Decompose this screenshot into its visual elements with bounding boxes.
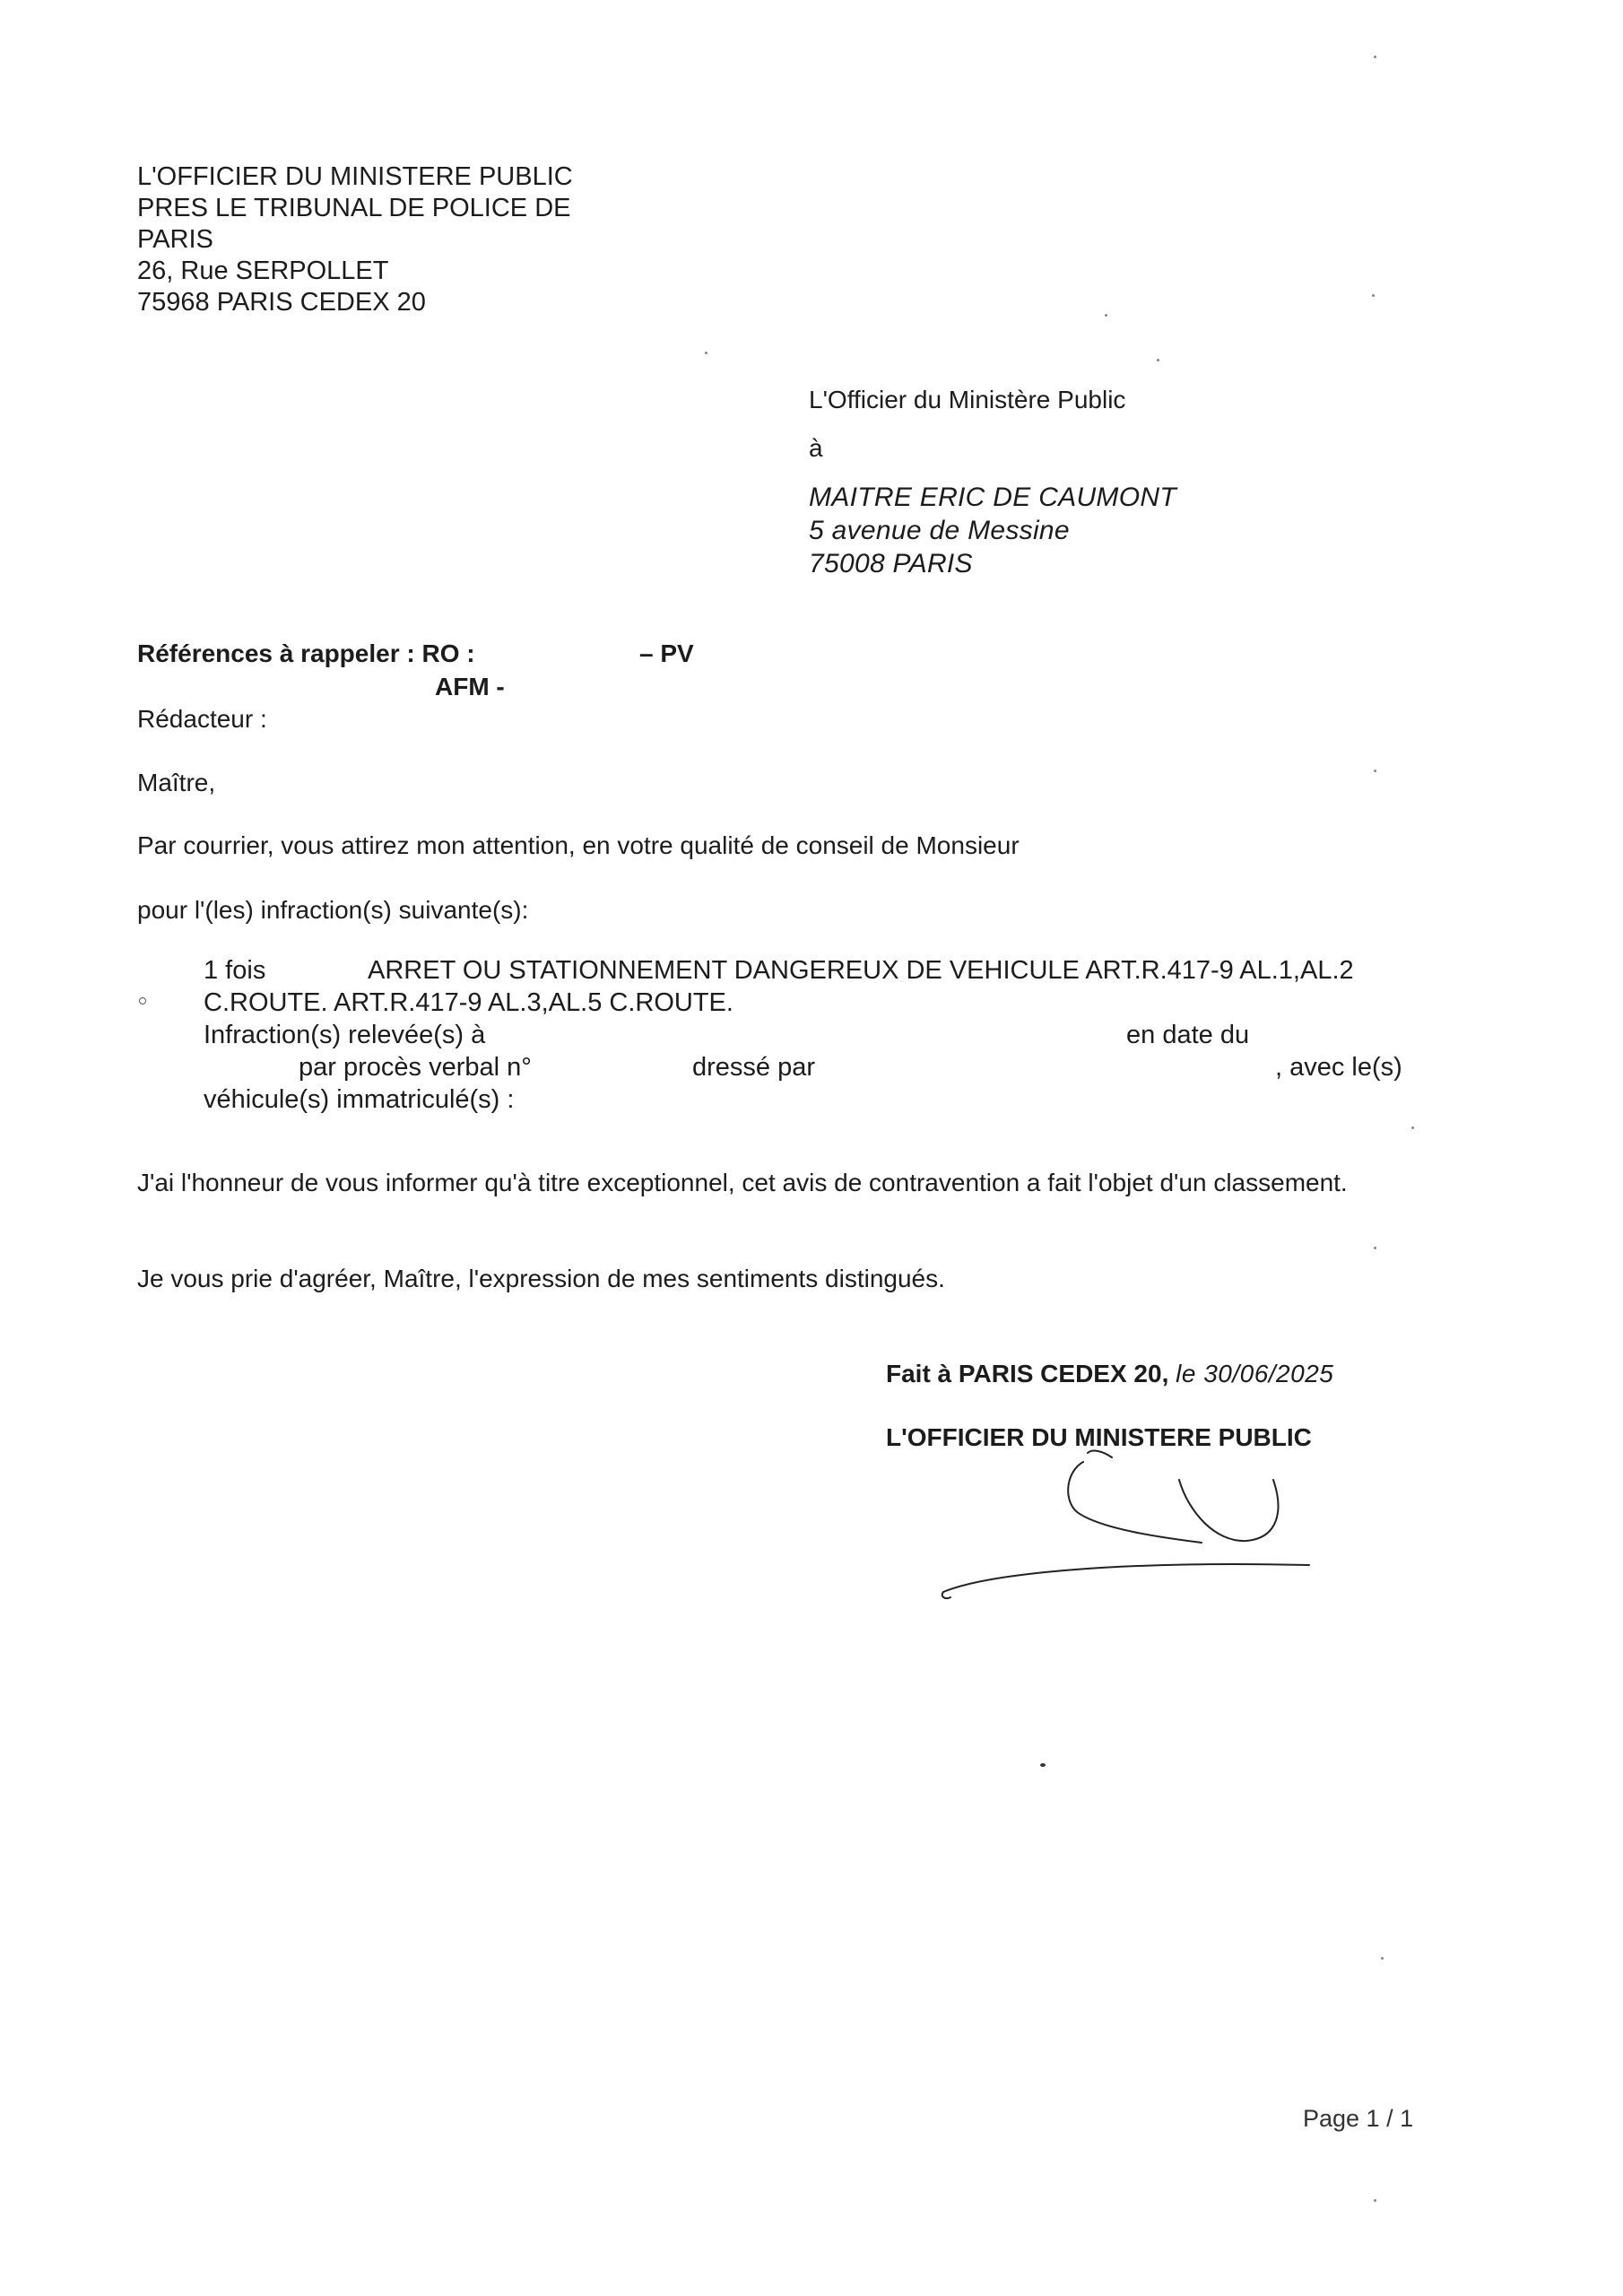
infraction-releve: Infraction(s) relevée(s) à [204,1021,486,1049]
scan-speck [1381,1957,1384,1960]
body-text: J'ai l'honneur de vous informer qu'à titre exceptionnel, cet avis de contravention a fait l'objet d'un classement. [137,1169,1348,1196]
infraction-avec: , avec le(s) [1275,1053,1402,1082]
infraction-count: 1 fois [204,956,266,985]
sender-line: L'OFFICIER DU MINISTERE PUBLIC [137,162,573,191]
scan-speck [705,352,707,354]
infraction-description-2: C.ROUTE. ART.R.417-9 AL.3,AL.5 C.ROUTE. [204,988,733,1017]
references-afm: AFM - [435,673,505,700]
infraction-vehicule: véhicule(s) immatriculé(s) : [204,1085,515,1114]
references-pv: – PV [639,639,694,667]
recipient-street: 5 avenue de Messine [809,516,1070,545]
intro-text: Par courrier, vous attirez mon attention, en votre qualité de conseil de Monsieur [137,831,1020,859]
recipient-from: L'Officier du Ministère Public [809,386,1126,413]
bullet-icon [139,997,146,1004]
sender-line: 26, Rue SERPOLLET [137,257,389,285]
signature-title: L'OFFICIER DU MINISTERE PUBLIC [886,1423,1312,1451]
sender-line: PRES LE TRIBUNAL DE POLICE DE [137,194,571,222]
salutation: Maître, [137,769,216,796]
page-number: Page 1 / 1 [1303,2105,1414,2132]
scan-speck [1372,294,1375,297]
scan-speck [1040,1763,1046,1767]
signature-place: Fait à PARIS CEDEX 20, [886,1360,1169,1387]
signature-date: le 30/06/2025 [1176,1360,1334,1387]
references-label: Références à rappeler : RO : [137,639,475,667]
recipient-name: MAITRE ERIC DE CAUMONT [809,483,1176,512]
scan-speck [1411,1126,1414,1129]
scan-speck [1374,56,1376,58]
sender-line: PARIS [137,225,213,254]
scan-speck [1105,314,1107,317]
infraction-dresse: dressé par [692,1053,816,1082]
recipient-city: 75008 PARIS [809,549,973,578]
scan-speck [1374,2199,1376,2202]
handwritten-signature-icon [933,1426,1327,1605]
redacteur-label: Rédacteur : [137,705,267,733]
infraction-en-date: en date du [1126,1021,1250,1049]
closing-text: Je vous prie d'agréer, Maître, l'expression de mes sentiments distingués. [137,1265,945,1292]
sender-line: 75968 PARIS CEDEX 20 [137,288,426,317]
recipient-block [809,384,1176,580]
intro-text-2: pour l'(les) infraction(s) suivante(s): [137,896,529,924]
sender-block [137,161,573,318]
scan-speck [1374,770,1376,772]
recipient-to: à [809,434,823,462]
scan-speck [1374,1247,1376,1249]
infraction-description: ARRET OU STATIONNEMENT DANGEREUX DE VEHICULE ART.R.417-9 AL.1,AL.2 [368,956,1354,985]
signature-place-date [886,1360,1333,1388]
scan-speck [1157,359,1159,361]
infraction-pv: par procès verbal n° [299,1053,532,1082]
